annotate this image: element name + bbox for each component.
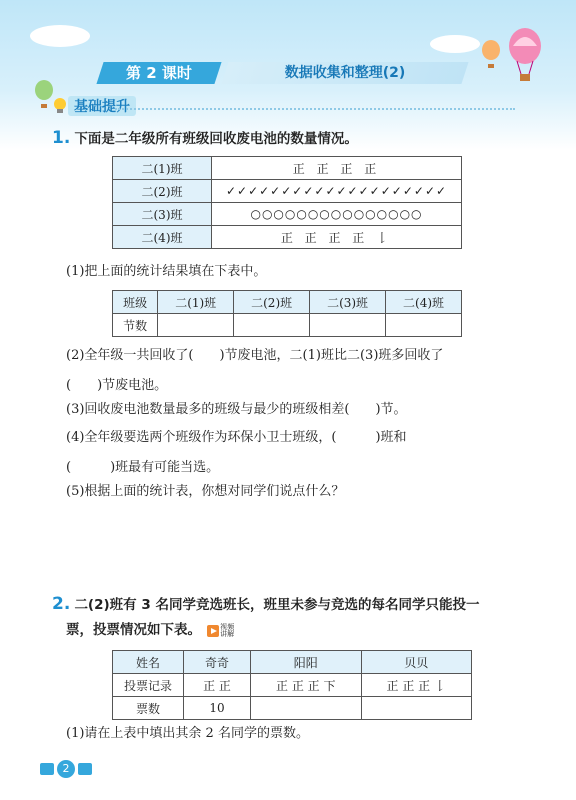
q1-part-2-line-1: (2)全年级一共回收了( )节废电池，二(1)班比二(3)班多回收了 [66, 348, 444, 363]
section-header [52, 96, 136, 116]
footer [40, 760, 92, 778]
hot-air-balloon-icon [505, 28, 545, 88]
section-title: 基础提升 [68, 96, 136, 116]
answer-cell[interactable] [386, 314, 462, 337]
lightbulb-icon [52, 97, 68, 115]
divider [115, 108, 515, 110]
table-cell: 二(1)班 [113, 157, 212, 180]
q1-part-1: (1)把上面的统计结果填在下表中。 [66, 264, 267, 279]
table-cell: 10 [184, 697, 251, 720]
question-number: 1. [52, 128, 71, 148]
video-label: 视频讲解 [220, 622, 235, 638]
lesson-title [221, 62, 468, 84]
cloud [30, 25, 90, 47]
question-2 [52, 594, 532, 641]
table-cell: 正 正 正 𠄌 [361, 674, 472, 697]
question-number: 2. [52, 594, 71, 614]
table-cell: 二(2)班 [113, 180, 212, 203]
table-cell: 正 正 [184, 674, 251, 697]
table-row [113, 157, 462, 180]
table-cell: 投票记录 [113, 674, 184, 697]
answer-cell[interactable] [251, 697, 362, 720]
table-header: 奇奇 [184, 651, 251, 674]
answer-cell[interactable] [234, 314, 310, 337]
question-text-line-2: 票，投票情况如下表。 [66, 622, 201, 638]
q1-part-4-line-1: (4)全年级要选两个班级作为环保小卫士班级，( )班和 [66, 430, 407, 445]
lesson-tag-text: 第 2 课时 [126, 64, 192, 82]
q1-part-2 [66, 346, 526, 396]
fill-in-table [112, 290, 462, 337]
lesson-header [100, 62, 430, 84]
table-cell: ○○○○○○○○○○○○○○○ [212, 203, 462, 226]
question-1 [52, 128, 358, 150]
q1-part-4 [66, 428, 526, 478]
table-row [113, 226, 462, 249]
table-row [113, 651, 472, 674]
hot-air-balloon-icon [480, 40, 502, 72]
q1-part-4-line-2: ( )班最有可能当选。 [66, 460, 220, 475]
table-cell: ✓✓✓✓✓✓✓✓✓✓✓✓✓✓✓✓✓✓✓✓ [212, 180, 462, 203]
table-row [113, 314, 462, 337]
lesson-title-text: 数据收集和整理(2) [284, 65, 406, 81]
table-header: 阳阳 [251, 651, 362, 674]
q1-part-2-line-2: ( )节废电池。 [66, 378, 168, 393]
table-row [113, 291, 462, 314]
table-header: 二(1)班 [158, 291, 234, 314]
play-icon [207, 625, 219, 637]
q1-part-3: (3)回收废电池数量最多的班级与最少的班级相差( )节。 [66, 402, 407, 417]
table-header: 二(4)班 [386, 291, 462, 314]
table-cell: 二(4)班 [113, 226, 212, 249]
answer-cell[interactable] [310, 314, 386, 337]
question-text-line-1: 二(2)班有 3 名同学竞选班长，班里未参与竞选的每名同学只能投一 [74, 597, 480, 613]
table-header: 贝贝 [361, 651, 472, 674]
table-header: 班级 [113, 291, 158, 314]
q2-part-1: (1)请在上表中填出其余 2 名同学的票数。 [66, 726, 309, 741]
table-cell: 票数 [113, 697, 184, 720]
vote-table [112, 650, 472, 720]
table-row [113, 203, 462, 226]
table-row [113, 180, 462, 203]
page-number: 2 [57, 760, 75, 778]
answer-cell[interactable] [361, 697, 472, 720]
table-cell: 节数 [113, 314, 158, 337]
cloud [430, 35, 480, 53]
table-cell: 二(3)班 [113, 203, 212, 226]
table-header: 二(3)班 [310, 291, 386, 314]
answer-cell[interactable] [158, 314, 234, 337]
table-row [113, 674, 472, 697]
table-cell: 正 正 正 正 𠄌 [212, 226, 462, 249]
raw-record-table [112, 156, 462, 249]
table-header: 二(2)班 [234, 291, 310, 314]
lesson-tag [96, 62, 221, 84]
table-cell: 正 正 正 下 [251, 674, 362, 697]
decoration-icon [40, 763, 54, 775]
question-text: 下面是二年级所有班级回收废电池的数量情况。 [74, 131, 358, 147]
table-header: 姓名 [113, 651, 184, 674]
video-button[interactable] [207, 624, 236, 638]
table-cell: 正 正 正 正 [212, 157, 462, 180]
q1-part-5: (5)根据上面的统计表，你想对同学们说点什么？ [66, 484, 345, 499]
decoration-icon [78, 763, 92, 775]
table-row [113, 697, 472, 720]
